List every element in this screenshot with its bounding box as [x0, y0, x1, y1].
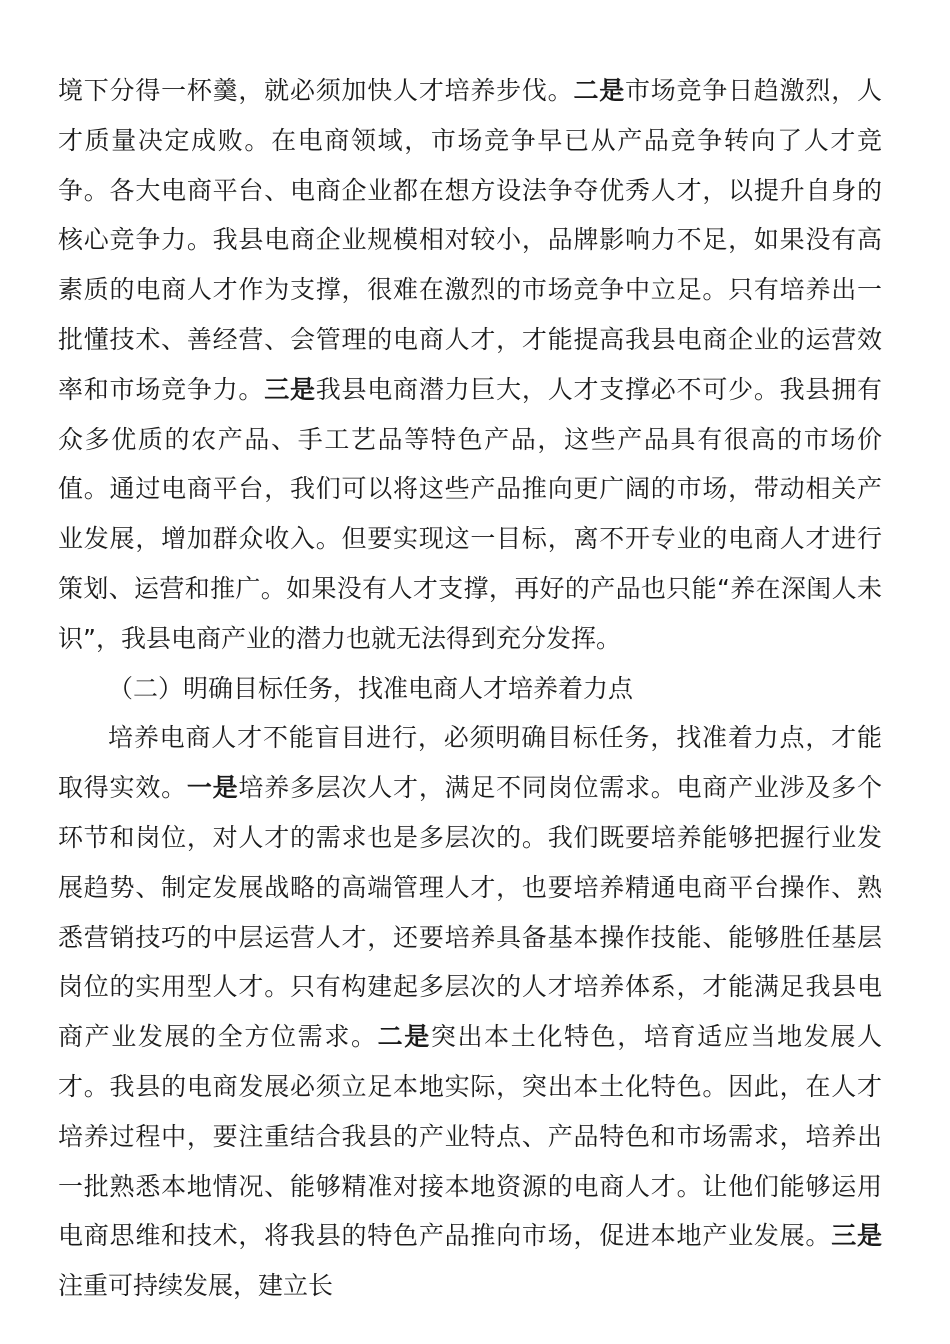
paragraph-text: 境下分得一杯羹，就必须加快人才培养步伐。 [58, 76, 574, 105]
point-marker-two: 二是 [377, 1022, 431, 1052]
paragraph-text: 培养电商人才不能盲目进行，必须明确目标任务，找准着力点，才能取得实效。 [58, 723, 882, 803]
paragraph-text: 突出本土化特色，培育适应当地发展人才。我县的电商发展必须立足本地实际，突出本土化特色。因此，在人才培养过程中，要注重结合我县的产业特点、产品特色和市场需求，培养出一批熟悉本地情况、能够精准对接本地资源的电商人才。让他们能够运用电商思维和技术，将我县的特色产品推向市场，促进本地产业发展。 [58, 1022, 882, 1251]
paragraph-goals-tasks [58, 713, 882, 1311]
section-heading: （二）明确目标任务，找准电商人才培养着力点 [108, 673, 634, 703]
paragraph-talent-importance [58, 66, 882, 664]
document-page [58, 66, 882, 1311]
point-marker-one: 一是 [186, 773, 239, 803]
point-marker-two: 二是 [573, 76, 626, 105]
paragraph-text: 我县电商潜力巨大，人才支撑必不可少。我县拥有众多优质的农产品、手工艺品等特色产品，这些产品具有很高的市场价值。通过电商平台，我们可以将这些产品推向更广阔的市场，带动相关产业发展，增加群众收入。但要实现这一目标，离不开专业的电商人才进行策划、运营和推广。如果没有人才支撑，再好的产品也只能“养在深闺人未识”，我县电商产业的潜力也就无法得到充分发挥。 [58, 374, 882, 653]
paragraph-text: 市场竞争日趋激烈，人才质量决定成败。在电商领域，市场竞争早已从产品竞争转向了人才竞争。各大电商平台、电商企业都在想方设法争夺优秀人才，以提升自身的核心竞争力。我县电商企业规模相对较小，品牌影响力不足，如果没有高素质的电商人才作为支撑，很难在激烈的市场竞争中立足。只有培养出一批懂技术、善经营、会管理的电商人才，才能提高我县电商企业的运营效率和市场竞争力。 [58, 76, 882, 404]
paragraph-text: 注重可持续发展，建立长 [58, 1271, 334, 1301]
point-marker-three: 三是 [831, 1221, 882, 1251]
paragraph-text: 培养多层次人才，满足不同岗位需求。电商产业涉及多个环节和岗位，对人才的需求也是多层次的。我们既要培养能够把握行业发展趋势、制定发展战略的高端管理人才，也要培养精通电商平台操作、熟悉营销技巧的中层运营人才，还要培养具备基本操作技能、能够胜任基层岗位的实用型人才。只有构建起多层次的人才培养体系，才能满足我县电商产业发展的全方位需求。 [58, 773, 882, 1052]
point-marker-three: 三是 [264, 374, 316, 404]
